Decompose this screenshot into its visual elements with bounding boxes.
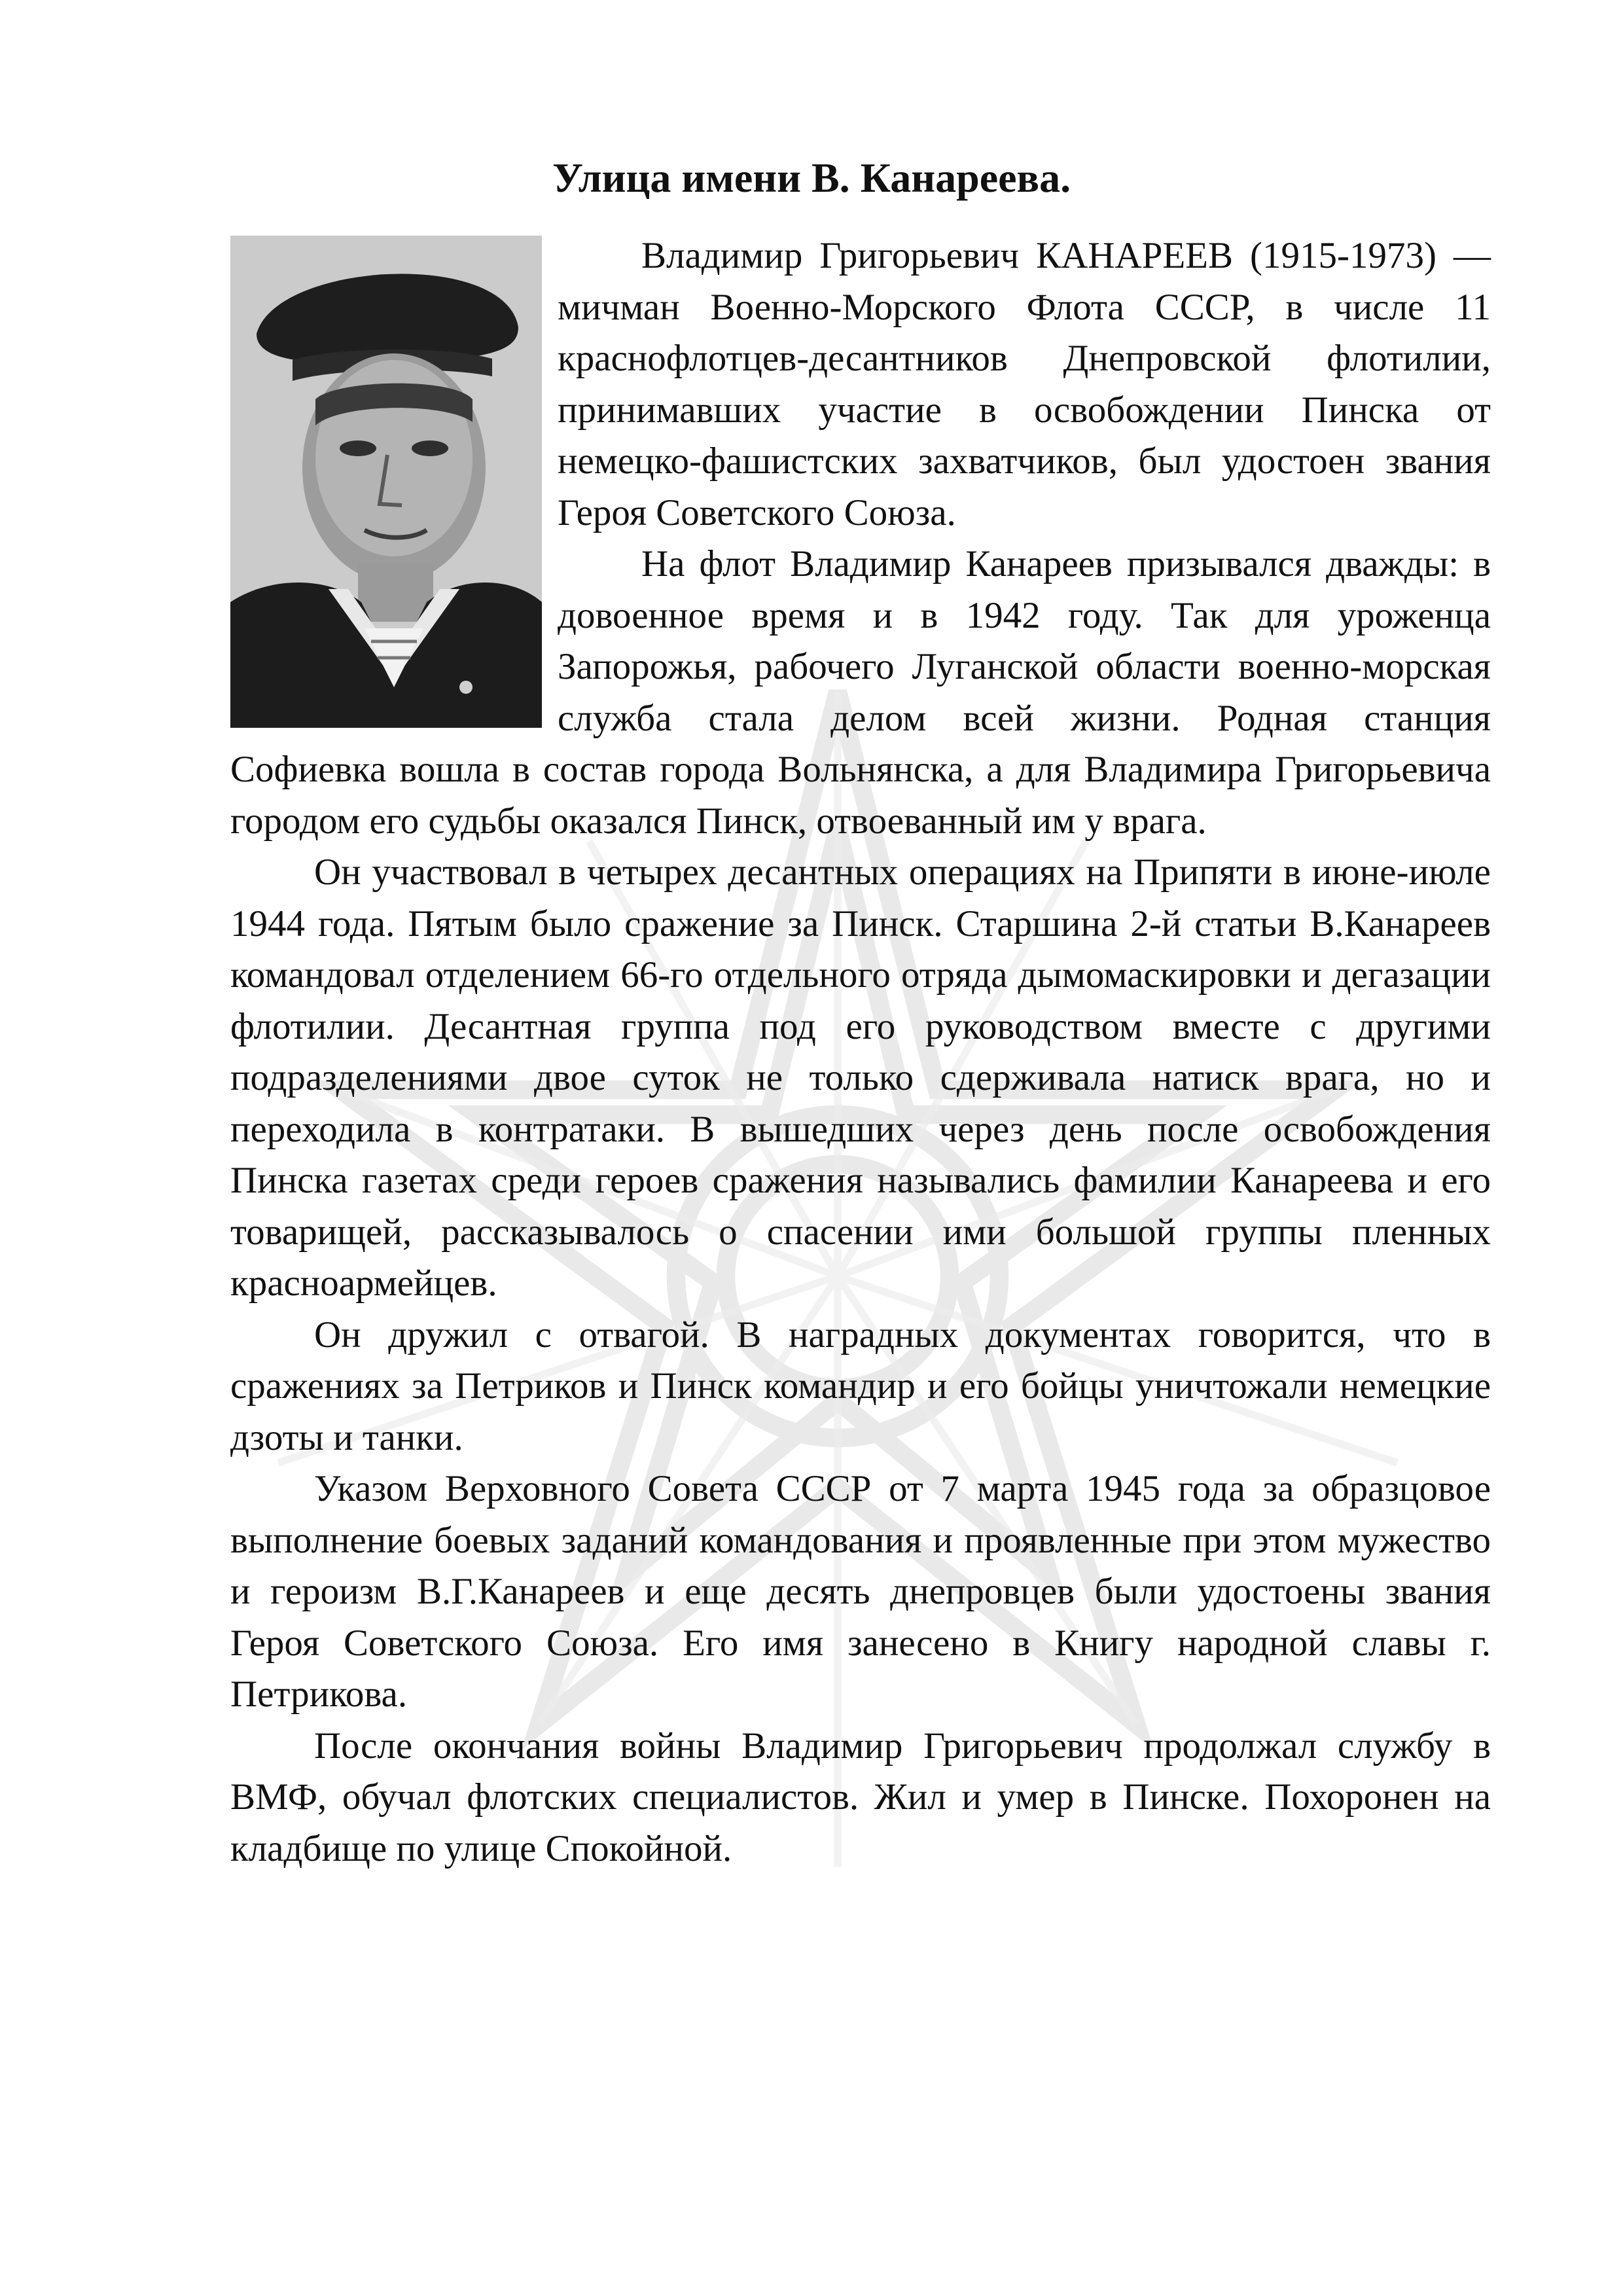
paragraph-4: Он дружил с отвагой. В наградных документах говорится, что в сражениях за Петриков и Пинск командир и его бойцы уничтожали немецкие дзоты и танки. xyxy=(230,1314,1491,1458)
page-title: Улица имени В. Канареева. xyxy=(552,154,1071,201)
paragraph-3: Он участвовал в четырех десантных операциях на Припяти в июне-июле 1944 года. Пятым было сражение за Пинск. Старшина 2-й статьи В.Канареев командовал отделением 66-го отдельного отряда дымомаскировки и дегазации флотилии. Десантная группа под его руководством вместе с другими подразделениями двое суток не только сдерживала натиск врага, но и переходила в контратаки. В вышедших через день после освобождения Пинска газетах среди героев сражения назывались фамилии Канареева и его товарищей, рассказывалось о спасении ими большой группы пленных красноармейцев. xyxy=(230,852,1491,1304)
paragraph-5: Указом Верховного Совета СССР от 7 марта 1945 года за образцовое выполнение боевых заданий командования и проявленные при этом мужество и героизм В.Г.Канареев и еще десять днепровцев были удостоены звания Героя Советского Союза. Его имя занесено в Книгу народной славы г. Петрикова. xyxy=(230,1468,1491,1715)
photo-wrap-spacer xyxy=(230,230,558,733)
article-body xyxy=(230,230,1491,1874)
paragraph-2: На флот Владимир Канареев призывался дважды: в довоенное время и в 1942 году. Так для уроженца Запорожья, рабочего Луганской области военно-морская служба стала делом всей жизни. Родная станция Софиевка вошла в состав города Вольнянска, а для Владимира Григорьевича городом его судьбы оказался Пинск, отвоеванный им у врага. xyxy=(230,543,1491,842)
paragraph-6: После окончания войны Владимир Григорьевич продолжал службу в ВМФ, обучал флотских специалистов. Жил и умер в Пинске. Похоронен на кладбище по улице Спокойной. xyxy=(230,1725,1491,1869)
paragraph-1: Владимир Григорьевич КАНАРЕЕВ (1915-1973) — мичман Военно-Морского Флота СССР, в числе 11 краснофлотцев-десантников Днепровской флотилии, принимавших участие в освобождении Пинска от немецко-фашистских захватчиков, был удостоен звания Героя Советского Союза. xyxy=(558,235,1491,533)
